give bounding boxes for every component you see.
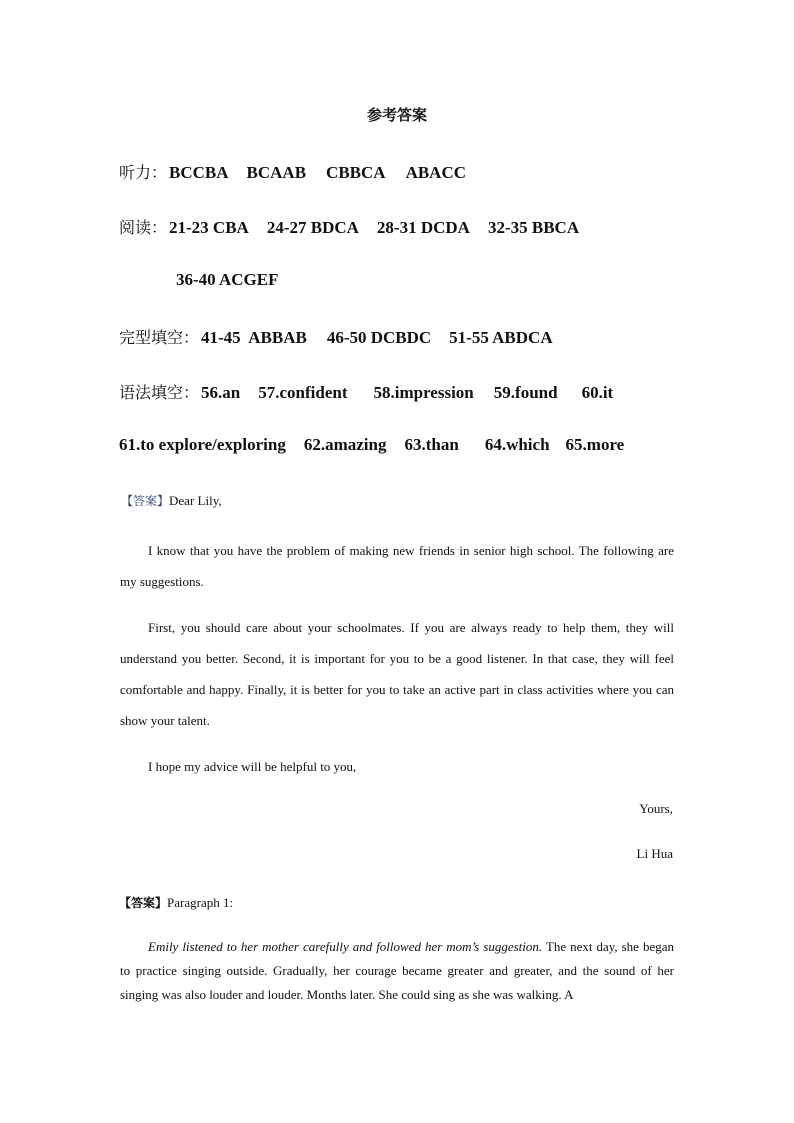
answer-group: 65.more: [565, 435, 625, 454]
letter-greeting-line: [121, 492, 222, 509]
answer-group: 59.found: [493, 383, 558, 402]
continuation-first-sentence: Emily listened to her mother carefully and followed her mom’s suggestion.: [148, 939, 543, 954]
answer-group: 62.amazing: [303, 435, 387, 454]
letter-paragraph-3: I hope my advice will be helpful to you,: [148, 759, 357, 774]
page-title: 参考答案: [366, 106, 427, 124]
answer-group: 28-31 DCDA: [376, 218, 470, 237]
grammar-answers: [119, 380, 613, 403]
answer-group: 63.than: [404, 435, 459, 454]
answer-group: ABACC: [405, 163, 467, 182]
answer-group: 21-23 CBA: [169, 218, 249, 237]
letter-signature: Li Hua: [636, 846, 673, 861]
answer-group: 64.which: [484, 435, 550, 454]
answer-group: BCCBA: [169, 163, 229, 182]
cloze-answers: [119, 325, 553, 348]
answer-group: 36-40 ACGEF: [176, 270, 279, 289]
answer-group: 56.an: [201, 383, 241, 402]
letter-closing: Yours,: [639, 801, 673, 816]
listening-label: 听力：: [119, 163, 168, 182]
answer-group: 60.it: [581, 383, 614, 402]
answer-group: 51-55 ABDCA: [449, 328, 553, 347]
continuation-heading-line: [119, 894, 233, 911]
continuation-rest: The next day, she began to practice singing outside. Gradually, her courage became greater and greater, and the sound of her singing was also louder and louder. Months later. She could sing as she was walking. A: [120, 939, 674, 1002]
reading-label: 阅读：: [119, 218, 168, 237]
answer-group: 24-27 BDCA: [266, 218, 359, 237]
answer-group: 61.to explore/exploring: [119, 435, 286, 454]
answer-tag: 【答案】: [119, 896, 168, 910]
answer-group: 58.impression: [373, 383, 474, 402]
grammar-answers-cont: [119, 435, 624, 455]
answer-group: 46-50 DCBDC: [326, 328, 432, 347]
answer-group: 41-45 ABBAB: [201, 328, 307, 347]
answer-group: 57.confident: [258, 383, 348, 402]
listening-answers: [119, 160, 466, 183]
letter-paragraph-1: I know that you have the problem of making new friends in senior high school. The following are my suggestions.: [120, 543, 674, 589]
answer-tag: 【答案】: [121, 494, 170, 508]
grammar-label: 语法填空：: [119, 383, 200, 402]
letter-greeting: Dear Lily,: [169, 493, 222, 508]
continuation-paragraph: [120, 935, 674, 1007]
continuation-heading: Paragraph 1:: [167, 895, 234, 910]
cloze-label: 完型填空：: [119, 328, 200, 347]
letter-paragraph-2: First, you should care about your schoolmates. If you are always ready to help them, they will understand you better. Second, it is important for you to be a good listener. In that case, they will feel comfortable and happy. Finally, it is better for you to take an active part in class activities where you can show your talent.: [120, 620, 674, 728]
answer-group: CBBCA: [326, 163, 386, 182]
answer-group: BCAAB: [246, 163, 307, 182]
reading-answers: [119, 215, 579, 238]
answer-group: 32-35 BBCA: [487, 218, 580, 237]
reading-answers-cont: [176, 270, 278, 290]
